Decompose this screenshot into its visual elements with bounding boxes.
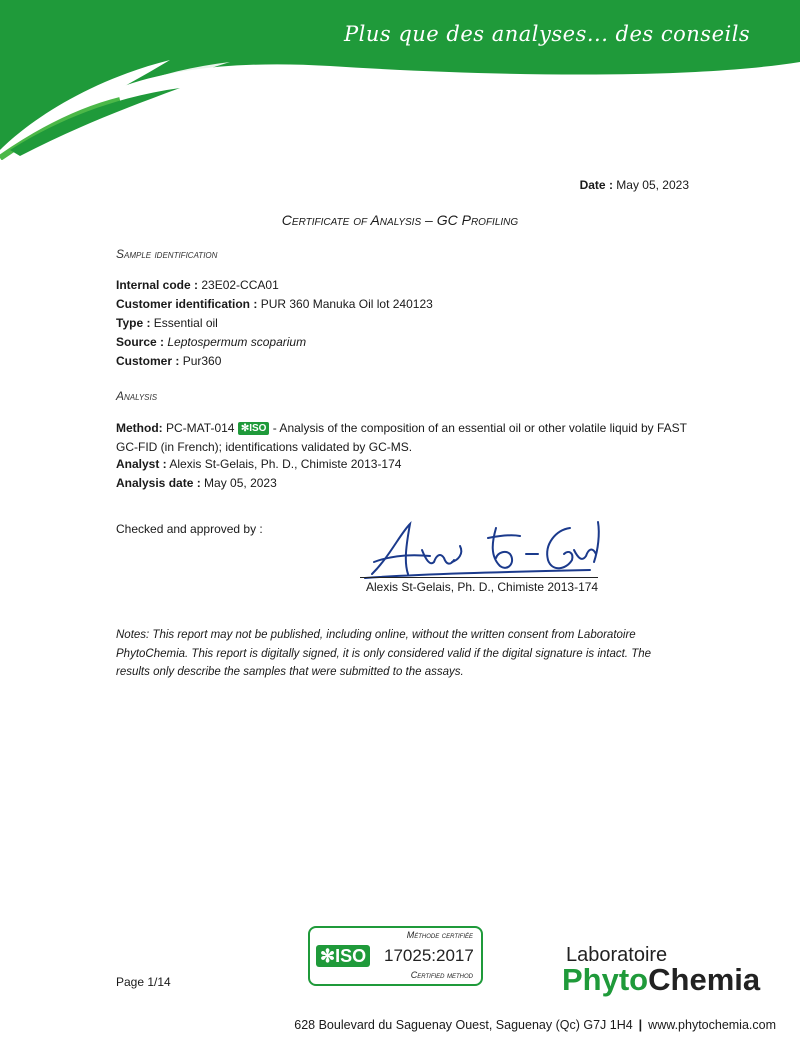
report-date	[580, 178, 689, 192]
iso-mark: ✻ISO	[316, 945, 370, 967]
iso-stamp-top-text: Méthode certifiée	[406, 930, 473, 940]
iso-certification-stamp	[308, 926, 483, 986]
iso-standard-number: 17025:2017	[384, 946, 474, 965]
source-field	[116, 335, 306, 349]
internal-code-label: Internal code :	[116, 278, 199, 292]
signature-caption: Alexis St-Gelais, Ph. D., Chimiste 2013-174	[366, 580, 599, 594]
website-link[interactable]: www.phytochemia.com	[648, 1018, 776, 1032]
analysis-date-value: May 05, 2023	[204, 476, 277, 490]
type-value: Essential oil	[153, 316, 218, 330]
source-value: Leptospermum scoparium	[167, 335, 307, 349]
analyst-label: Analyst :	[116, 457, 167, 471]
customer-identification-field	[116, 297, 433, 311]
lab-logo-chemia: Chemia	[648, 962, 761, 997]
type-label: Type :	[116, 316, 151, 330]
iso-stamp-bottom-text: Certified method	[410, 970, 473, 980]
type-field	[116, 316, 218, 330]
notes-paragraph: Notes: This report may not be published, including online, without the written consent from Laboratoire PhytoChemia. This report is digitally signed, it is only considered valid if the digital signature is intact. The results only describe the samples that were submitted to the assays.	[116, 629, 652, 678]
title-separator: –	[421, 212, 437, 228]
date-label: Date :	[579, 178, 613, 192]
checked-approved-label: Checked and approved by :	[116, 522, 263, 536]
address-text: 628 Boulevard du Saguenay Ouest, Saguenay (Qc) G7J 1H4	[294, 1018, 633, 1032]
analysis-heading: Analysis	[116, 389, 158, 403]
title-part1: Certificate of Analysis	[281, 212, 422, 228]
lab-logo	[562, 962, 760, 998]
address-separator: |	[638, 1018, 643, 1032]
customer-label: Customer :	[116, 354, 180, 368]
lab-logo-line1: Laboratoire	[566, 944, 668, 966]
title-part2: GC Profiling	[436, 212, 519, 228]
customer-value: Pur360	[182, 354, 222, 368]
internal-code-field	[116, 278, 279, 292]
analysis-date-field	[116, 476, 277, 490]
analyst-field	[116, 457, 401, 471]
source-label: Source :	[116, 335, 165, 349]
customer-field	[116, 354, 221, 368]
handwritten-signature	[360, 516, 610, 580]
internal-code-value: 23E02-CCA01	[201, 278, 279, 292]
tagline: Plus que des analyses... des conseils	[344, 22, 751, 46]
method-label: Method:	[116, 421, 163, 435]
date-value: May 05, 2023	[616, 178, 689, 192]
iso-badge: ✻ISO	[238, 422, 270, 435]
analyst-value: Alexis St-Gelais, Ph. D., Chimiste 2013-174	[169, 457, 402, 471]
analysis-date-label: Analysis date :	[116, 476, 201, 490]
method-code: PC-MAT-014	[166, 421, 235, 435]
method-field	[116, 419, 696, 457]
page-number: Page 1/14	[116, 975, 171, 989]
method-description: - Analysis of the composition of an essential oil or other volatile liquid by FAST GC-FID (in French); identifications validated by GC-MS.	[116, 421, 687, 454]
sample-identification-heading: Sample identification	[116, 247, 218, 261]
certificate-title	[0, 212, 800, 228]
signature-line	[360, 577, 598, 578]
lab-logo-phyto: Phyto	[562, 962, 649, 997]
customer-identification-label: Customer identification :	[116, 297, 258, 311]
footer-address-line	[294, 1018, 776, 1032]
customer-identification-value: PUR 360 Manuka Oil lot 240123	[260, 297, 433, 311]
